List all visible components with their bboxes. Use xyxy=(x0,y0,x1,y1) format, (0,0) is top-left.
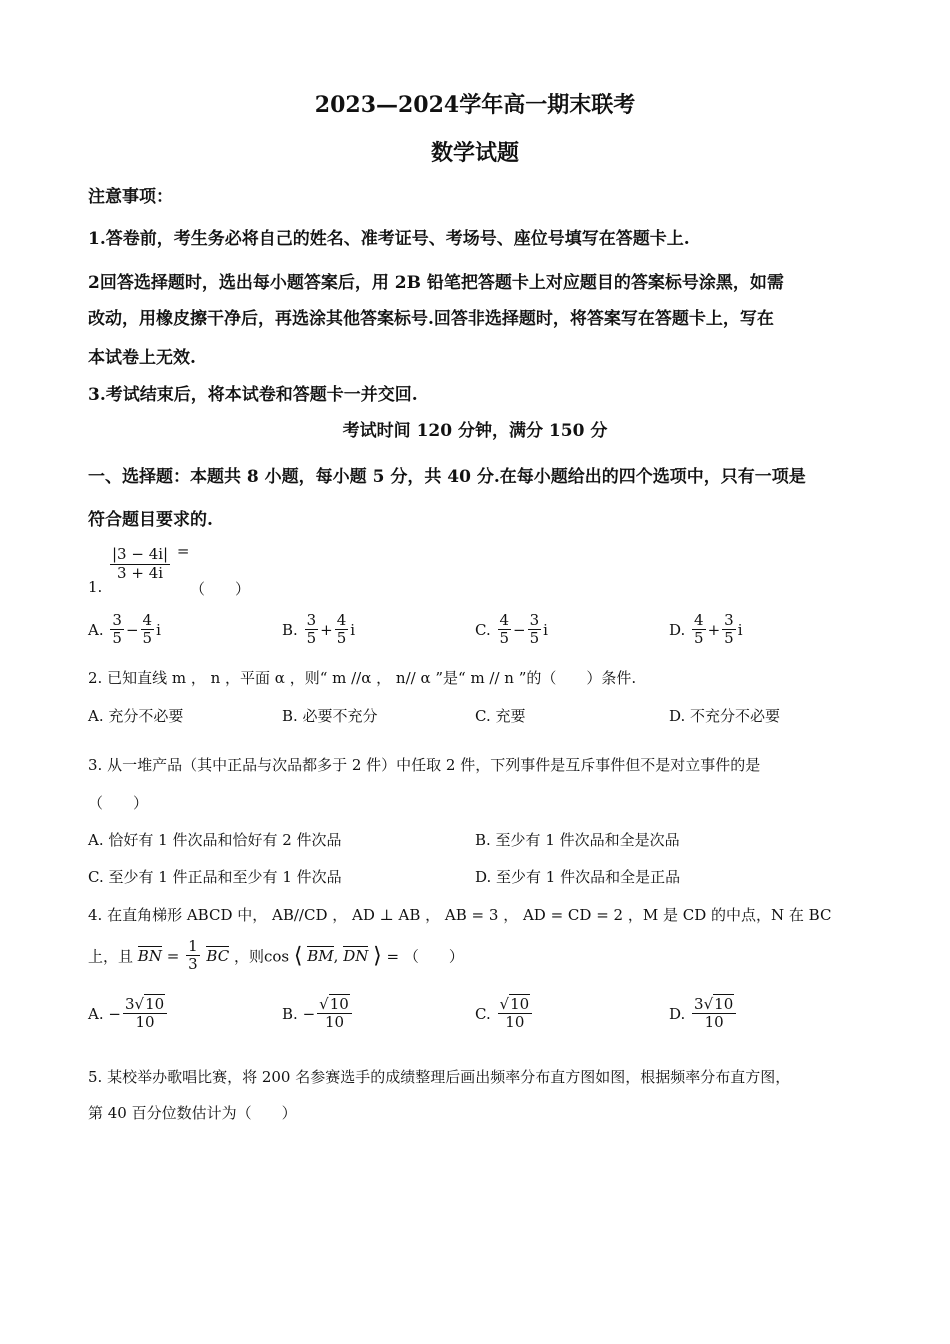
q4-fraction-denominator: 3 xyxy=(188,955,198,974)
q1-option-b[interactable] xyxy=(282,612,355,648)
q4-vector-bm: BM xyxy=(307,946,334,965)
q1-denominator: 3 + 4i xyxy=(117,563,164,582)
q2-stem: 2. 已知直线 m ， n ，平面 α ，则“ m //α ， n// α ”是“ m // n ”的（ ）条件. xyxy=(88,669,637,687)
q3-stem-line-1: 3. 从一堆产品（其中正品与次品都多于 2 件）中任取 2 件，下列事件是互斥事件但不是对立事件的是 xyxy=(88,756,761,774)
exam-title: 2023—2024学年高一期末联考 xyxy=(314,92,636,118)
q5-stem-line-1: 5. 某校举办歌唱比赛，将 200 名参赛选手的成绩整理后画出频率分布直方图如图，根据频率分布直方图， xyxy=(88,1068,791,1086)
option-imaginary-unit: i xyxy=(156,620,161,639)
q1-option-a[interactable] xyxy=(88,612,161,648)
option-denominator: 5 xyxy=(336,629,347,648)
option-label: D. xyxy=(669,1004,686,1023)
q3-stem-line-2: （ ） xyxy=(88,794,149,812)
option-denominator: 10 xyxy=(704,1013,724,1032)
option-operator: − xyxy=(513,620,526,639)
option-imaginary-unit: i xyxy=(350,620,356,639)
q2-option-a[interactable]: A. 充分不必要 xyxy=(88,707,184,725)
option-numerator: 3 xyxy=(529,611,540,629)
q1-option-d[interactable] xyxy=(669,612,743,648)
option-radicand: 10 xyxy=(145,995,165,1013)
option-radicand: 10 xyxy=(510,995,530,1013)
option-label: B. xyxy=(282,620,298,639)
q4-option-c[interactable]: C. $\frac{√10}{10}$ xyxy=(475,996,534,1032)
option-numerator: 3 xyxy=(112,611,122,629)
option-operator: − xyxy=(125,620,139,639)
option-denominator: 10 xyxy=(505,1013,525,1032)
q4-option-a[interactable]: A. − $\frac{3√10}{10}$ xyxy=(88,996,169,1032)
notice-item-2-line-3: 本试卷上无效. xyxy=(88,348,196,368)
q4-left-angle-bracket: ⟨ xyxy=(293,943,303,969)
option-label: C. xyxy=(475,620,491,639)
notice-heading: 注意事项： xyxy=(88,187,173,207)
option-denominator: 5 xyxy=(142,629,153,648)
option-sign: − xyxy=(302,1004,316,1023)
option-numerator: 3 xyxy=(724,611,734,629)
q4-text-prefix: 上，且 xyxy=(88,947,134,966)
option-denominator: 5 xyxy=(112,629,122,648)
option-label: B. xyxy=(282,1004,298,1023)
q4-vector-bc: BC xyxy=(206,946,230,965)
option-label: A. xyxy=(88,620,104,639)
q3-option-c[interactable]: C. 至少有 1 件正品和至少有 1 件次品 xyxy=(88,868,342,886)
option-label: D. xyxy=(669,620,686,639)
exam-subtitle: 数学试题 xyxy=(430,140,519,166)
option-denominator: 10 xyxy=(135,1013,155,1032)
q1-option-c[interactable] xyxy=(475,612,548,648)
q1-expression xyxy=(108,542,189,582)
option-numerator: 4 xyxy=(336,611,347,629)
option-label: A. xyxy=(88,1004,104,1023)
q4-text-suffix: = （ ） xyxy=(386,947,464,966)
notice-item-1: 1.答卷前，考生务必将自己的姓名、准考证号、考场号、座位号填写在答题卡上. xyxy=(88,229,690,249)
q3-option-a[interactable]: A. 恰好有 1 件次品和恰好有 2 件次品 xyxy=(88,831,342,849)
option-denominator: 5 xyxy=(694,629,704,648)
q4-option-d[interactable]: D. $\frac{3√10}{10}$ xyxy=(669,996,738,1032)
option-numerator: 4 xyxy=(142,611,153,629)
option-denominator: 5 xyxy=(499,629,510,648)
q3-option-d[interactable]: D. 至少有 1 件次品和全是正品 xyxy=(475,868,681,886)
q5-stem-line-2: 第 40 百分位数估计为（ ） xyxy=(88,1104,297,1122)
option-radicand: 10 xyxy=(329,995,349,1013)
q1-number: 1. xyxy=(88,578,103,596)
q1-numerator: |3 − 4i| xyxy=(112,545,169,564)
q4-option-b[interactable]: B. − $\frac{√10}{10}$ xyxy=(282,996,354,1032)
option-coefficient: 3 xyxy=(124,995,135,1013)
option-denominator: 10 xyxy=(324,1013,345,1032)
q4-equals: = xyxy=(166,946,180,965)
option-denominator: 5 xyxy=(529,629,540,648)
q4-right-angle-bracket: ⟩ xyxy=(373,943,382,969)
q4-text-cos: ，则cos xyxy=(233,947,290,966)
q4-vector-dn: DN xyxy=(343,946,369,965)
option-sign: − xyxy=(108,1004,121,1023)
notice-item-3: 3.考试结束后，将本试卷和答题卡一并交回. xyxy=(88,385,418,405)
q3-option-b[interactable]: B. 至少有 1 件次品和全是次品 xyxy=(475,831,680,849)
q4-vector-bn: BN xyxy=(137,946,162,965)
exam-time: 考试时间 120 分钟，满分 150 分 xyxy=(342,421,608,441)
q1-fraction xyxy=(110,546,170,582)
option-denominator: 5 xyxy=(724,629,734,648)
q2-option-c[interactable]: C. 充要 xyxy=(475,707,526,725)
q4-fraction-numerator: 1 xyxy=(188,937,198,955)
q4-comma: , xyxy=(333,946,339,965)
q1-equals: = xyxy=(176,542,190,560)
notice-item-2-line-2: 改动，用橡皮擦干净后，再选涂其他答案标号.回答非选择题时，将答案写在答题卡上，写在 xyxy=(88,309,774,329)
option-coefficient: 3 xyxy=(694,995,704,1013)
q4-stem-line-2 xyxy=(88,938,464,974)
q2-option-b[interactable]: B. 必要不充分 xyxy=(282,707,378,725)
q4-stem-line-1: 4. 在直角梯形 ABCD 中， AB//CD ， AD ⊥ AB ， AB = 3 ， AD = CD = 2 ，M 是 CD 的中点，N 在 BC xyxy=(88,906,832,924)
option-denominator: 5 xyxy=(306,629,317,648)
q1-answer-paren: （ ） xyxy=(190,580,251,598)
option-operator: + xyxy=(707,620,721,639)
option-numerator: 4 xyxy=(499,611,510,629)
option-operator: + xyxy=(320,620,333,639)
notice-item-2-line-1: 2回答选择题时，选出每小题答案后，用 2B 铅笔把答题卡上对应题目的答案标号涂黑，如需 xyxy=(88,273,784,293)
option-numerator: 4 xyxy=(694,611,704,629)
section-1-instructions-line-2: 符合题目要求的. xyxy=(88,510,213,530)
q2-option-d[interactable]: D. 不充分不必要 xyxy=(669,707,781,725)
option-imaginary-unit: i xyxy=(737,620,743,639)
option-numerator: 3 xyxy=(306,611,317,629)
section-1-instructions-line-1: 一、选择题：本题共 8 小题，每小题 5 分，共 40 分.在每小题给出的四个选项中，只有一项是 xyxy=(88,467,806,487)
option-imaginary-unit: i xyxy=(543,620,548,639)
option-label: C. xyxy=(475,1004,491,1023)
option-radicand: 10 xyxy=(714,995,734,1013)
